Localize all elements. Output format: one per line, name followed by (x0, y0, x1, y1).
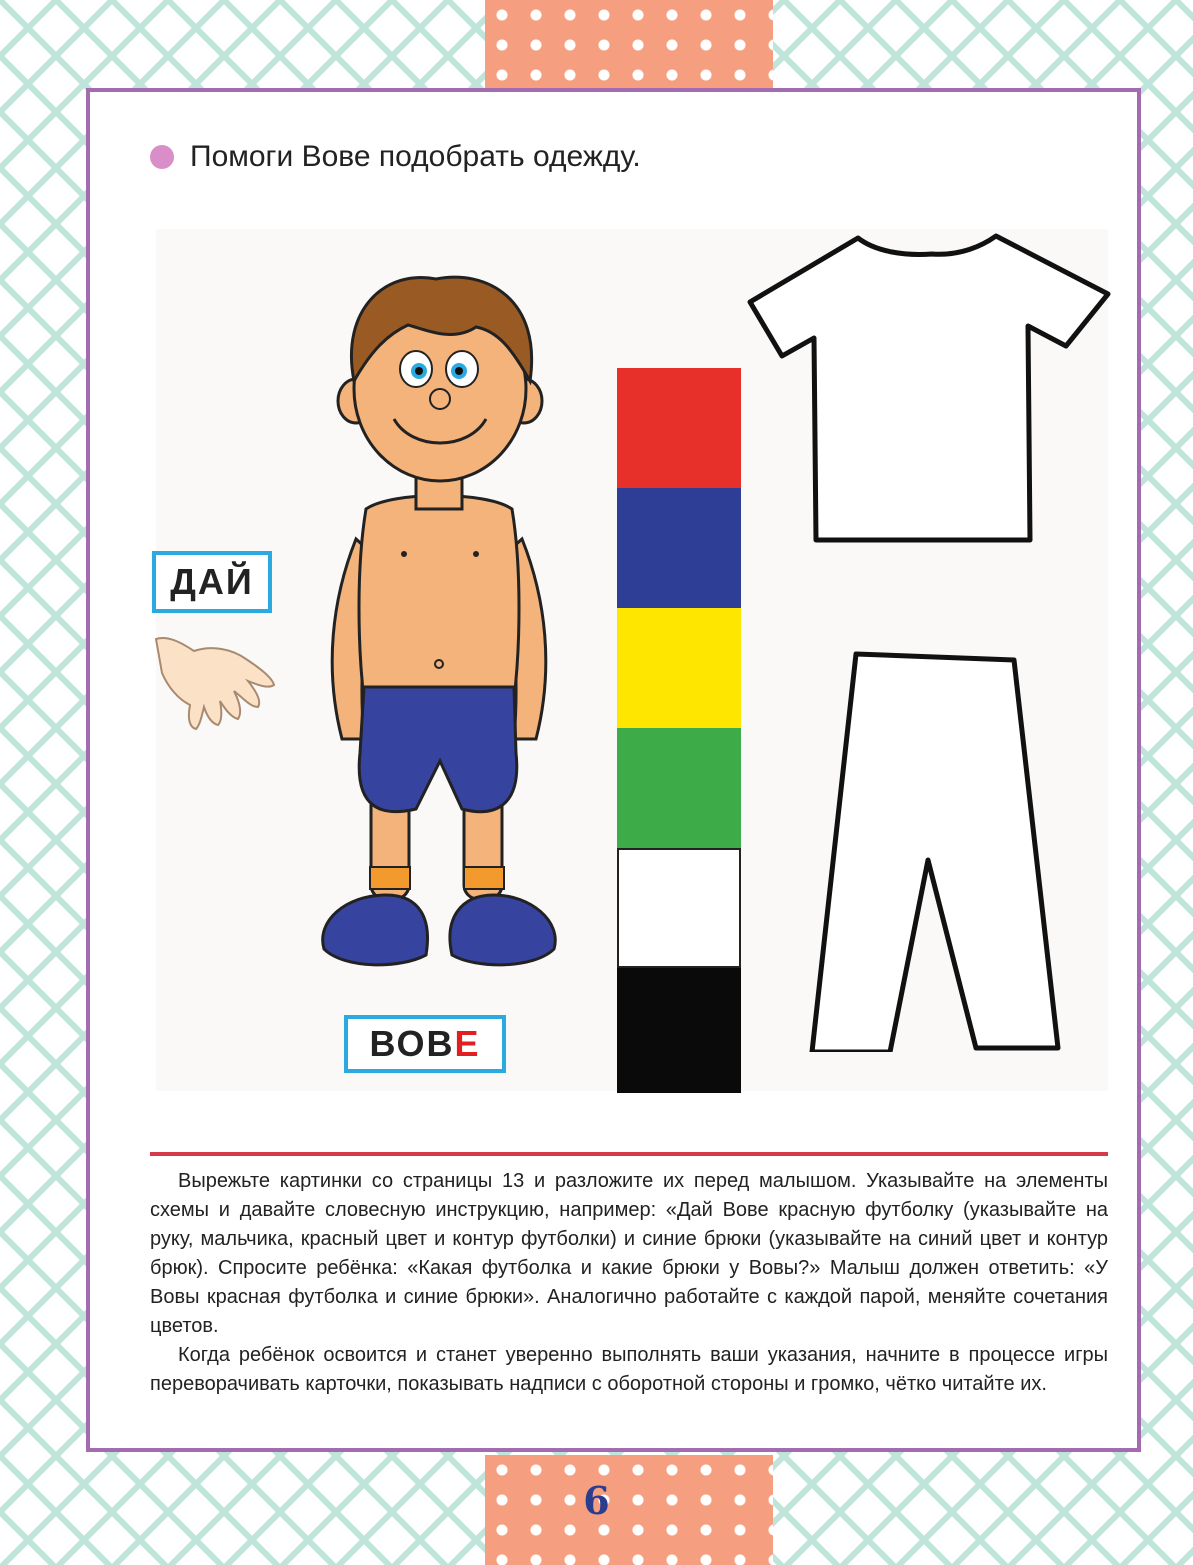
swatch-blue (617, 488, 741, 608)
word-card-vove (344, 1015, 506, 1073)
page-title: Помоги Вове подобрать одежду. (190, 140, 641, 173)
instructions-paragraph-2: Когда ребёнок освоится и станет уверенно выполнять ваши указания, начните в процессе игры переворачивать карточки, показывать надписи с оборотной стороны и громко, чётко читайте их. (150, 1344, 1108, 1395)
page-frame (86, 88, 1141, 1452)
instructions-text (150, 1167, 1108, 1399)
tshirt-outline-icon (746, 226, 1111, 546)
hand-icon (154, 629, 278, 733)
swatch-green (617, 728, 741, 848)
red-divider (150, 1152, 1108, 1156)
swatch-yellow (617, 608, 741, 728)
boy-illustration (316, 269, 562, 969)
word-card-vove-main: ВОВ (369, 1023, 455, 1064)
swatch-red (617, 368, 741, 488)
word-card-give-label: ДАЙ (170, 561, 254, 602)
swatch-white (617, 848, 741, 968)
word-card-vove-ending: Е (454, 1023, 481, 1064)
swatch-black (617, 968, 741, 1093)
polka-dot-band-top (485, 0, 773, 90)
title-row (150, 140, 641, 174)
word-card-give (152, 551, 272, 613)
title-bullet-icon (150, 145, 174, 169)
instructions-paragraph-1: Вырежьте картинки со страницы 13 и разложите их перед малышом. Указывайте на элементы схемы и давайте словесную инструкцию, например: «Дай Вове красную футболку (указывайте на руку, мальчика, красный цвет и контур футболки) и синие брюки (указывайте на синий цвет и контур брюк). Спросите ребёнка: «Какая футболка и какие брюки у Вовы?» Малыш должен ответить: «У Вовы красная футболка и синие брюки». Аналогично работайте с каждой парой, меняйте сочетания цветов. (150, 1170, 1108, 1337)
page-number: 6 (583, 1478, 610, 1523)
pants-outline-icon (802, 650, 1062, 1052)
color-swatch-column (617, 368, 741, 1093)
activity-illustration (156, 229, 1108, 1091)
